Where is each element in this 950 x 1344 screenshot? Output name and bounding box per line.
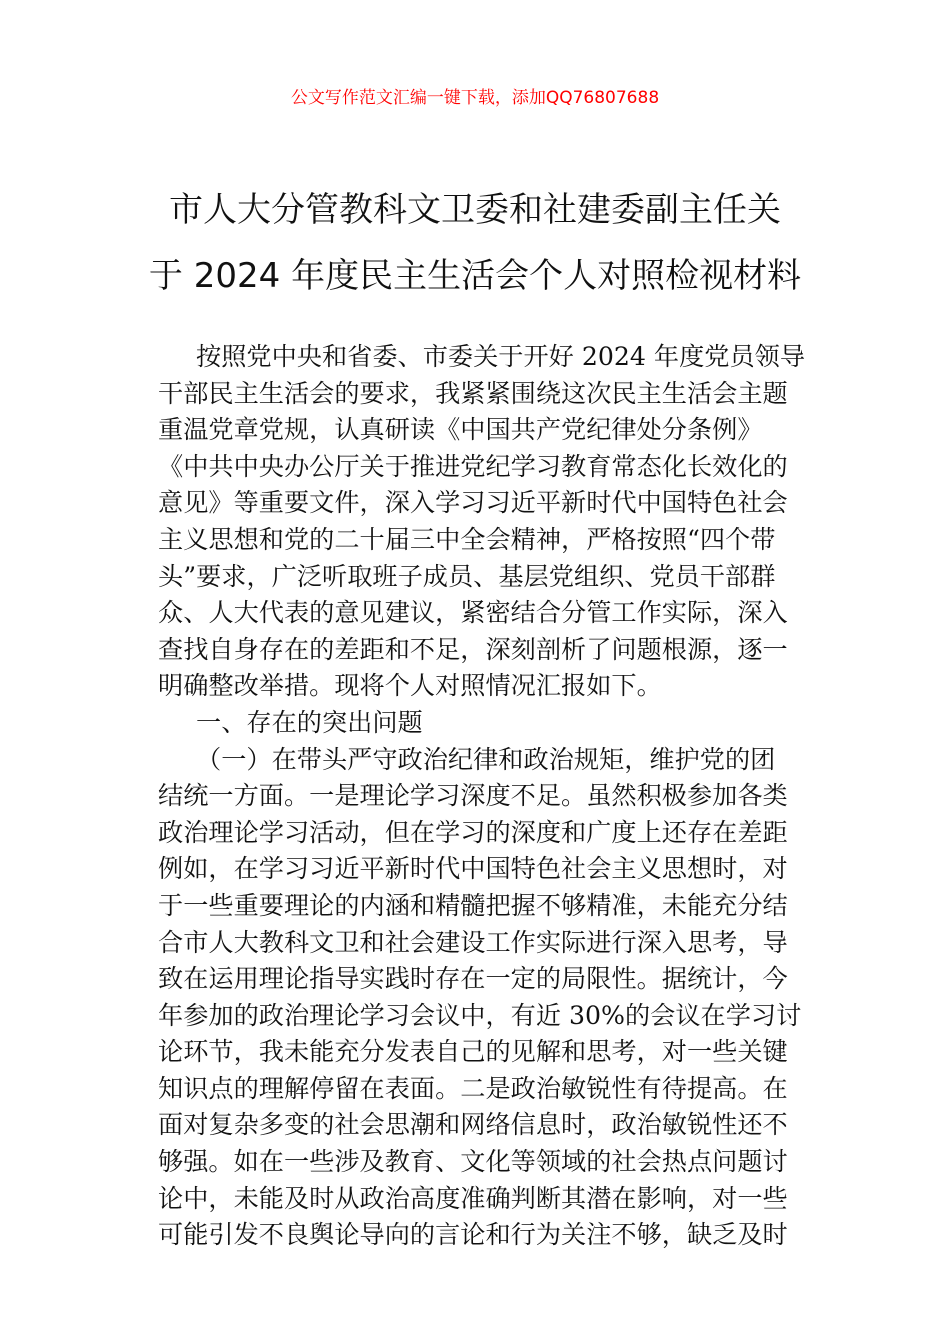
body-line: 主义思想和党的二十届三中全会精神，严格按照“四个带 xyxy=(158,524,776,554)
title-line-2: 于 2024 年度民主生活会个人对照检视材料 xyxy=(148,256,802,296)
body-line: 可能引发不良舆论导向的言论和行为关注不够，缺乏及时 xyxy=(158,1220,788,1250)
header-ad-text: 公文写作范文汇编一键下载，添加QQ76807688 xyxy=(290,88,660,108)
body-line: 年参加的政治理论学习会议中，有近 30%的会议在学习讨 xyxy=(158,1000,802,1030)
body-line: 意见》等重要文件，深入学习习近平新时代中国特色社会 xyxy=(158,488,788,518)
body-line: 明确整改举措。现将个人对照情况汇报如下。 xyxy=(158,671,662,701)
section-heading: 一、存在的突出问题 xyxy=(196,707,423,737)
title-line-1: 市人大分管教科文卫委和社建委副主任关 xyxy=(169,190,781,230)
body-line: 例如，在学习习近平新时代中国特色社会主义思想时，对 xyxy=(158,854,788,884)
body-line: 论中，未能及时从政治高度准确判断其潜在影响，对一些 xyxy=(158,1183,788,1213)
document-body xyxy=(158,339,808,1254)
body-line: 致在运用理论指导实践时存在一定的局限性。据统计，今 xyxy=(158,964,788,994)
body-line: 查找自身存在的差距和不足，深刻剖析了问题根源，逐一 xyxy=(158,634,788,664)
body-line: 合市人大教科文卫和社会建设工作实际进行深入思考，导 xyxy=(158,927,788,957)
body-line: 知识点的理解停留在表面。二是政治敏锐性有待提高。在 xyxy=(158,1073,788,1103)
body-line: 论环节，我未能充分发表自己的见解和思考，对一些关键 xyxy=(158,1037,788,1067)
body-line: 结统一方面。一是理论学习深度不足。虽然积极参加各类 xyxy=(158,781,788,811)
body-line: （一）在带头严守政治纪律和政治规矩，维护党的团 xyxy=(196,744,776,774)
body-line: 众、人大代表的意见建议，紧密结合分管工作实际，深入 xyxy=(158,598,788,628)
body-line: 面对复杂多变的社会思潮和网络信息时，政治敏锐性还不 xyxy=(158,1110,788,1140)
body-line: 《中共中央办公厅关于推进党纪学习教育常态化长效化的 xyxy=(158,451,788,481)
body-line: 重温党章党规，认真研读《中国共产党纪律处分条例》 xyxy=(158,415,763,445)
body-line: 干部民主生活会的要求，我紧紧围绕这次民主生活会主题 xyxy=(158,378,788,408)
body-line: 于一些重要理论的内涵和精髓把握不够精准，未能充分结 xyxy=(158,890,788,920)
body-line: 够强。如在一些涉及教育、文化等领域的社会热点问题讨 xyxy=(158,1147,788,1177)
body-line: 头”要求，广泛听取班子成员、基层党组织、党员干部群 xyxy=(158,561,776,591)
body-line: 按照党中央和省委、市委关于开好 2024 年度党员领导 xyxy=(196,342,806,371)
body-line: 政治理论学习活动，但在学习的深度和广度上还存在差距 xyxy=(158,817,788,847)
document-title xyxy=(0,177,950,309)
